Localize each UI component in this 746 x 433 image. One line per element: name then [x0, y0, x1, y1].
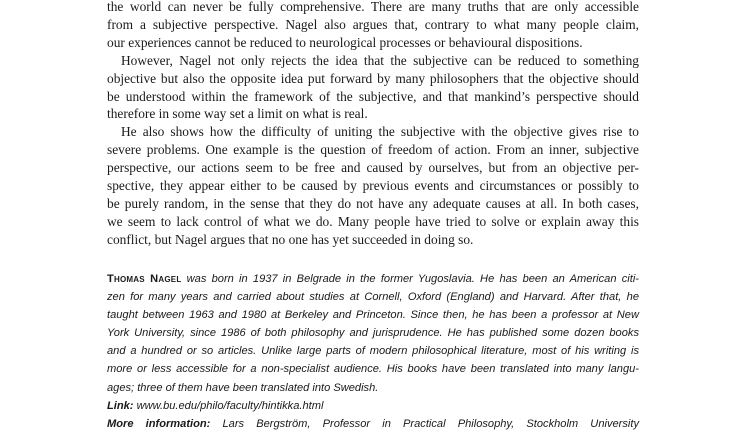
faculty-link[interactable]: www.bu.edu/philo/faculty/hintikka.html [133, 399, 324, 412]
more-info-line [107, 415, 639, 433]
text-line: our experiences cannot be reduced to neurological processes or behavioural dispositions. [107, 34, 583, 50]
main-text-column [107, 0, 639, 249]
text-line: be purely random, in the sense that they do not have any adequate causes at all. In both cases, [107, 195, 639, 211]
text-line: spective, they appear either to be caused by previous events and circumstances or possibly to [107, 178, 639, 194]
link-line [107, 397, 639, 415]
text-line: However, Nagel not only rejects the idea that the subjective can be reduced to something [121, 52, 639, 68]
bio-text: was born in 1937 in Belgrade in the former Yugoslavia. He has been an American citi- [181, 273, 639, 285]
bio-line: York University, since 1986 of both philosophy and jurisprudence. He has published some dozen books [107, 327, 639, 340]
author-name: Thomas Nagel [107, 273, 182, 285]
text-line: be understood within the framework of the subjective, and that mankind’s perspective should [107, 88, 639, 104]
link-label: Link: [107, 399, 134, 412]
bio-line: and a hundred or so articles. Unlike large parts of modern philosophical literature, most of his writing is [107, 345, 639, 358]
text-line: conflict, but Nagel argues that no one has yet succeeded in doing so. [107, 231, 474, 247]
text-line: therefore in some way set a limit on what is real. [107, 106, 368, 122]
bio-line: zen for many years and carried about studies at Cornell, Oxford (England) and Harvard. After that, he [107, 291, 639, 304]
text-line: the world can never be fully comprehensive. There are many truths that are only accessible [107, 0, 639, 14]
text-line: we seem to lack control of what we do. Many people have tried to solve or explain away this [107, 213, 639, 229]
bio-line: taught between 1963 and 1980 at Berkeley and Princeton. Since then, he has been a professor at New [107, 309, 639, 322]
bio-line: more or less accessible for a non-specialist audience. His books have been translated into many langu- [107, 363, 639, 376]
author-bio [107, 270, 639, 433]
text-line: objective but also the opposite idea put forward by many philosophers that the objective should [107, 70, 639, 86]
bio-line [107, 270, 639, 288]
more-info-text: Lars Bergström, Professor in Practical Philosophy, Stockholm University [210, 417, 639, 430]
text-line: severe problems. One example is the question of freedom of action. From an inner, subjective [107, 142, 639, 158]
text-line: He also shows how the difficulty of uniting the subjective with the objective gives rise to [121, 124, 639, 140]
text-line: perspective, our actions seem to be free and caused by ourselves, but from an objective per- [107, 160, 639, 176]
text-line: from a subjective perspective. Nagel also argues that, contrary to what many people claim, [107, 16, 639, 32]
bio-line: ages; three of them have been translated into Swedish. [107, 381, 379, 394]
more-info-label: More information: [107, 417, 211, 430]
